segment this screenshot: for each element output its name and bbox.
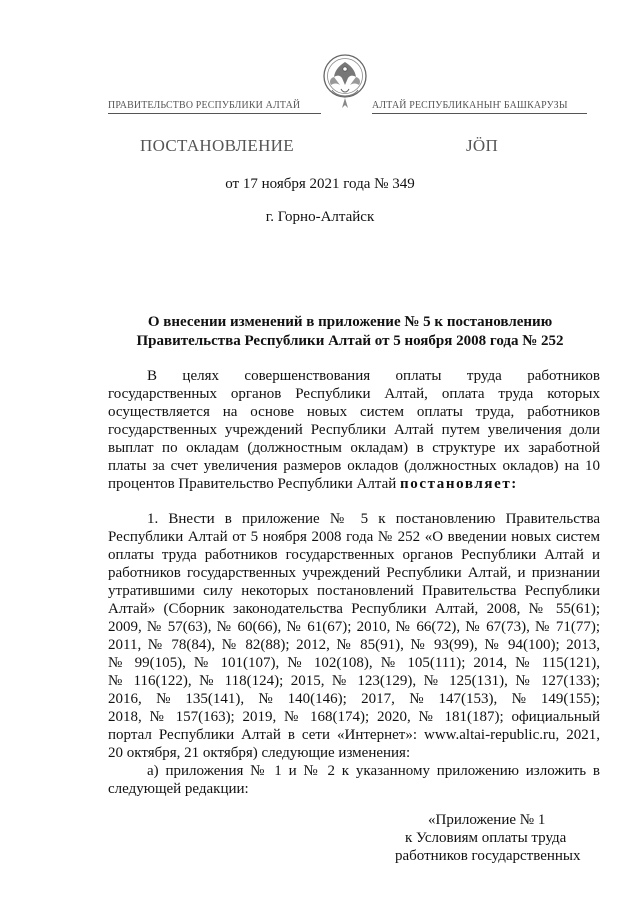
date-and-number: от 17 ноября 2021 года № 349 [225, 176, 415, 192]
item-1-line: № 116(122), № 118(124); 2015, № 123(129), № 125(131), № 127(133); [108, 673, 600, 689]
appendix-subtitle-1: к Условиям оплаты труда [405, 830, 567, 846]
preamble-line: государственных органов Республики Алтай, оплата труда которых [108, 386, 600, 402]
title-line-1: О внесении изменений в приложение № 5 к постановлению [147, 314, 553, 330]
item-1-line: Алтай» (Сборник законодательства Республики Алтай, 2008, № 55(61); [108, 601, 600, 617]
title-line-2: Правительства Республики Алтай от 5 ноября 2008 года № 252 [136, 333, 564, 349]
government-name-russian: ПРАВИТЕЛЬСТВО РЕСПУБЛИКИ АЛТАЙ [108, 99, 301, 111]
item-1-line: № 99(105), № 101(107), № 102(108), № 105(111); 2014, № 115(121), [108, 655, 600, 671]
item-1-last-line: 20 октября, 21 октября) следующие изменения: [108, 745, 411, 761]
preamble-line: платы за счет увеличения размеров окладов (должностных окладов) на 10 [108, 458, 600, 474]
preamble-last-line [108, 475, 518, 493]
preamble-line: государственных учреждений Республики Алтай путем увеличения доли [108, 422, 600, 438]
item-1-line: портал Республики Алтай в сети «Интернет»: www.altai-republic.ru, 2021, [108, 727, 600, 743]
header-divider-left [108, 113, 321, 114]
appendix-title: «Приложение № 1 [428, 812, 546, 828]
doc-type-altai: ЈӦП [466, 136, 499, 155]
city: г. Горно-Алтайск [265, 209, 375, 225]
doc-type-russian: ПОСТАНОВЛЕНИЕ [140, 136, 294, 155]
preamble-line: осуществляется на основе новых систем оплаты труда, работников [108, 404, 600, 420]
item-1-line: 2011, № 78(84), № 82(88); 2012, № 85(91), № 93(99), № 94(100); 2013, [108, 637, 600, 653]
item-1-line: оплаты труда работников государственных органов Республики Алтай и [108, 547, 600, 563]
preamble-text: процентов Правительство Республики Алтай [108, 476, 401, 492]
preamble-line: В целях совершенствования оплаты труда работников [147, 368, 600, 384]
item-1-line: утратившими силу некоторых постановлений Правительства Республики [108, 583, 600, 599]
item-1-line: 2016, № 135(141), № 140(146); 2017, № 147(153), № 149(155); [108, 691, 600, 707]
item-1-line: 2018, № 157(163); 2019, № 168(174); 2020, № 181(187); официальный [108, 709, 600, 725]
item-1-line: 2009, № 57(63), № 60(66), № 61(67); 2010, № 66(72), № 67(73), № 71(77); [108, 619, 600, 635]
republic-emblem-icon [321, 52, 369, 110]
subitem-a-line: а) приложения № 1 и № 2 к указанному приложению изложить в [147, 763, 600, 779]
item-1-line: работников государственных учреждений Республики Алтай, и признании [108, 565, 600, 581]
government-name-altai: АЛТАЙ РЕСПУБЛИКАНЫҤ БАШКАРУЗЫ [372, 99, 568, 111]
appendix-subtitle-2: работников государственных [395, 848, 581, 864]
resolves-word: постановляет: [400, 476, 518, 492]
item-1-line: Республики Алтай от 5 ноября 2008 года № 252 «О введении новых систем [108, 529, 600, 545]
header-divider-right [372, 113, 587, 114]
preamble-line: выплат по окладам (должностным окладам) в структуре их заработной [108, 440, 600, 456]
subitem-a-last-line: следующей редакции: [108, 781, 249, 797]
item-1-line: 1. Внести в приложение № 5 к постановлению Правительства [147, 511, 600, 527]
